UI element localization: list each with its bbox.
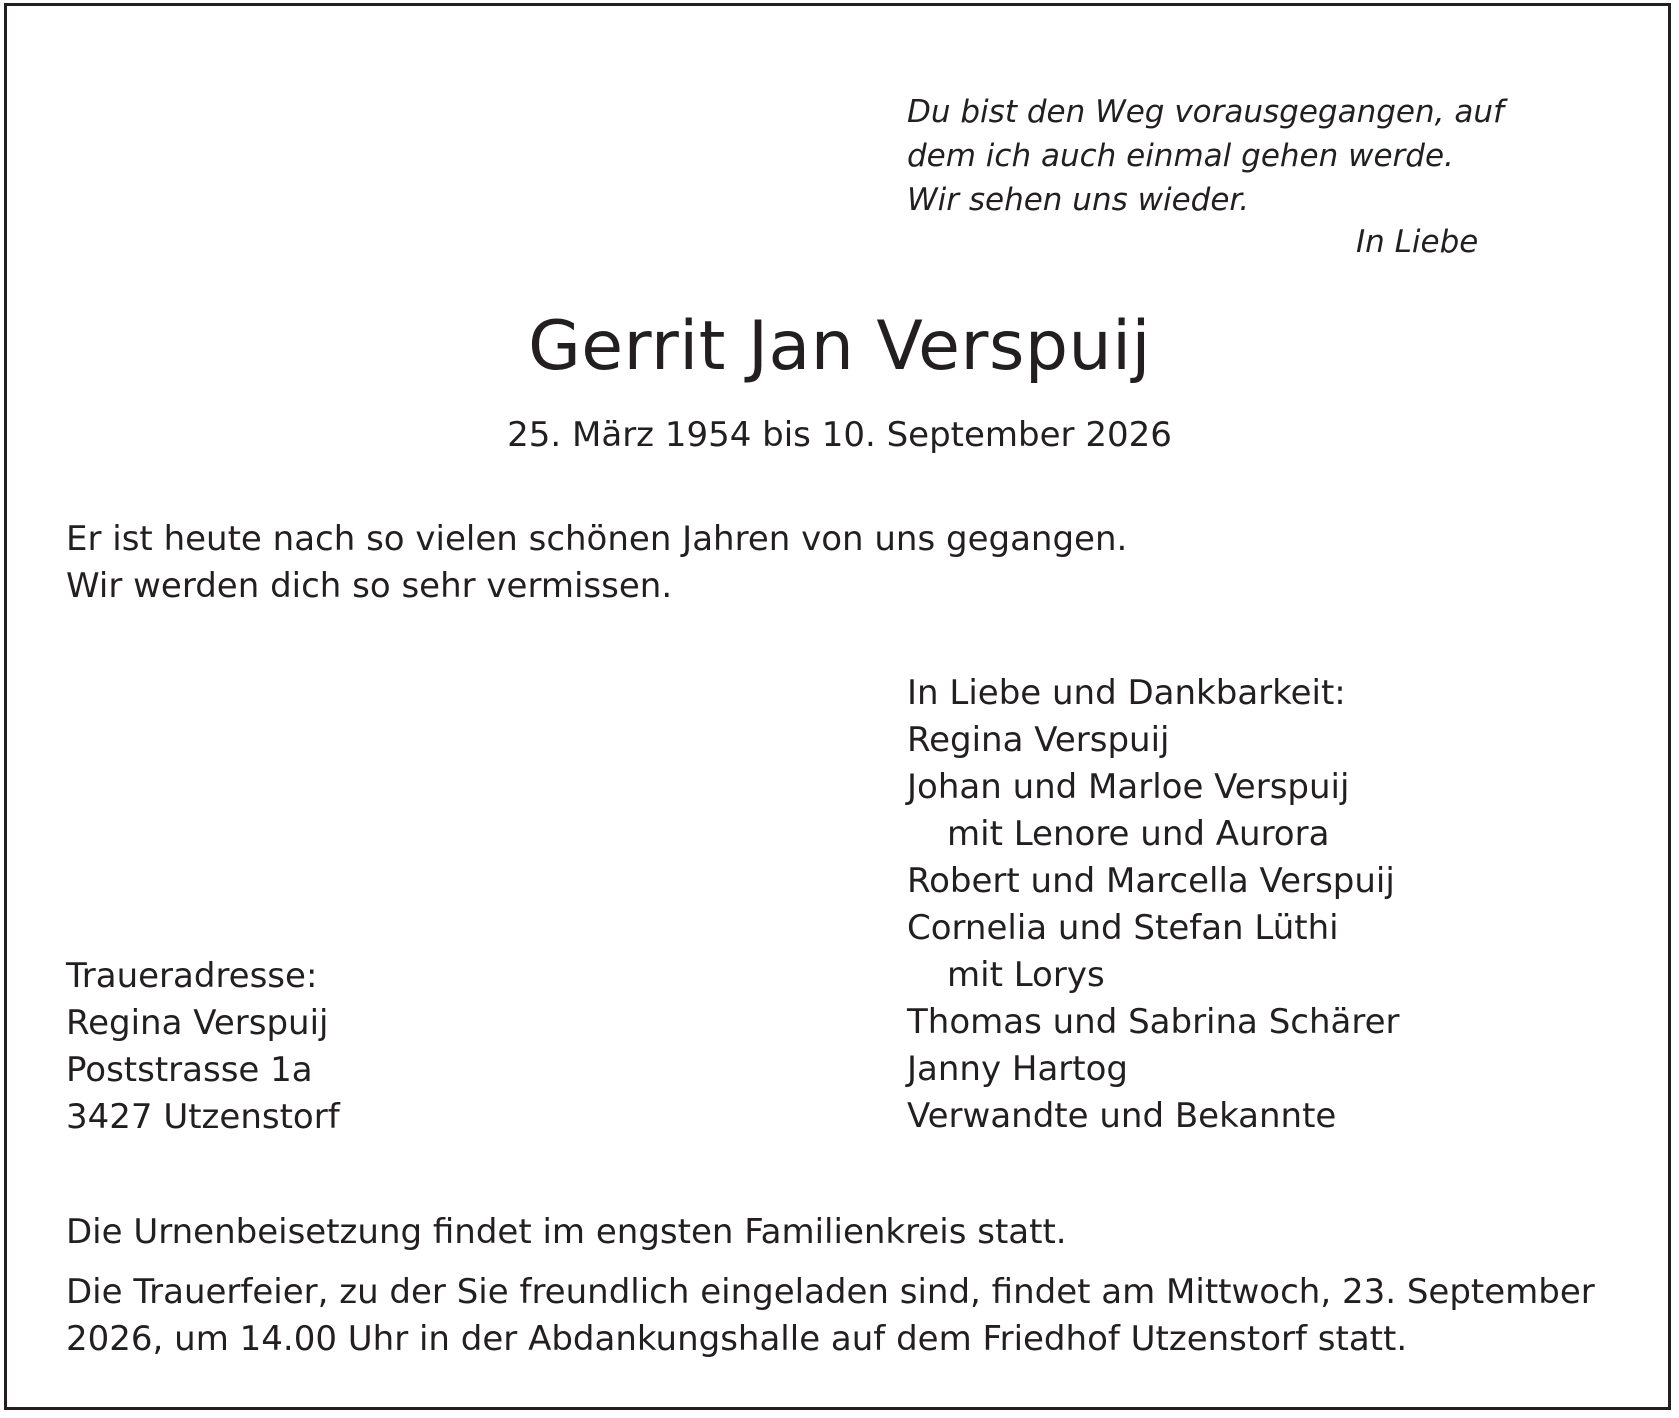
- mourner-name: mit Lenore und Aurora: [947, 814, 1330, 854]
- mourner-name: Regina Verspuij: [907, 720, 1170, 760]
- mourner-name: Thomas und Sabrina Schärer: [907, 1002, 1400, 1042]
- address-street: Poststrasse 1a: [66, 1050, 313, 1090]
- motto-line: Wir sehen uns wieder.: [907, 182, 1250, 218]
- ceremony-line: 2026, um 14.00 Uhr in der Abdankungshalle auf dem Friedhof Utzenstorf statt.: [66, 1319, 1408, 1359]
- intro-line: Er ist heute nach so vielen schönen Jahren von uns gegangen.: [66, 519, 1128, 559]
- address-name: Regina Verspuij: [66, 1003, 329, 1043]
- deceased-name: Gerrit Jan Verspuij: [528, 307, 1151, 386]
- mourner-name: Verwandte und Bekannte: [907, 1096, 1337, 1136]
- address-heading: Traueradresse:: [66, 956, 318, 996]
- mourners-heading: In Liebe und Dankbarkeit:: [907, 673, 1346, 713]
- burial-notice: Die Urnenbeisetzung findet im engsten Familienkreis statt.: [66, 1212, 1067, 1252]
- mourner-name: Robert und Marcella Verspuij: [907, 861, 1395, 901]
- ceremony-line: Die Trauerfeier, zu der Sie freundlich eingeladen sind, findet am Mittwoch, 23. September: [66, 1272, 1595, 1312]
- mourning-address: [66, 953, 340, 1141]
- life-dates: 25. März 1954 bis 10. September 2026: [507, 415, 1172, 455]
- mourner-name: mit Lorys: [947, 955, 1105, 995]
- motto-signature: In Liebe: [1356, 224, 1479, 260]
- ceremony-notice: [66, 1269, 1595, 1363]
- mourner-name: Janny Hartog: [907, 1049, 1128, 1089]
- motto-line: dem ich auch einmal gehen werde.: [907, 138, 1454, 174]
- mourner-name: Cornelia und Stefan Lüthi: [907, 908, 1339, 948]
- intro-text: [66, 516, 1127, 610]
- mourner-name: Johan und Marloe Verspuij: [907, 767, 1350, 807]
- mourners-list: [907, 670, 1400, 1140]
- intro-line: Wir werden dich so sehr vermissen.: [66, 566, 673, 606]
- motto-verse: [907, 90, 1504, 222]
- address-city: 3427 Utzenstorf: [66, 1097, 340, 1137]
- motto-line: Du bist den Weg vorausgegangen, auf: [907, 94, 1504, 130]
